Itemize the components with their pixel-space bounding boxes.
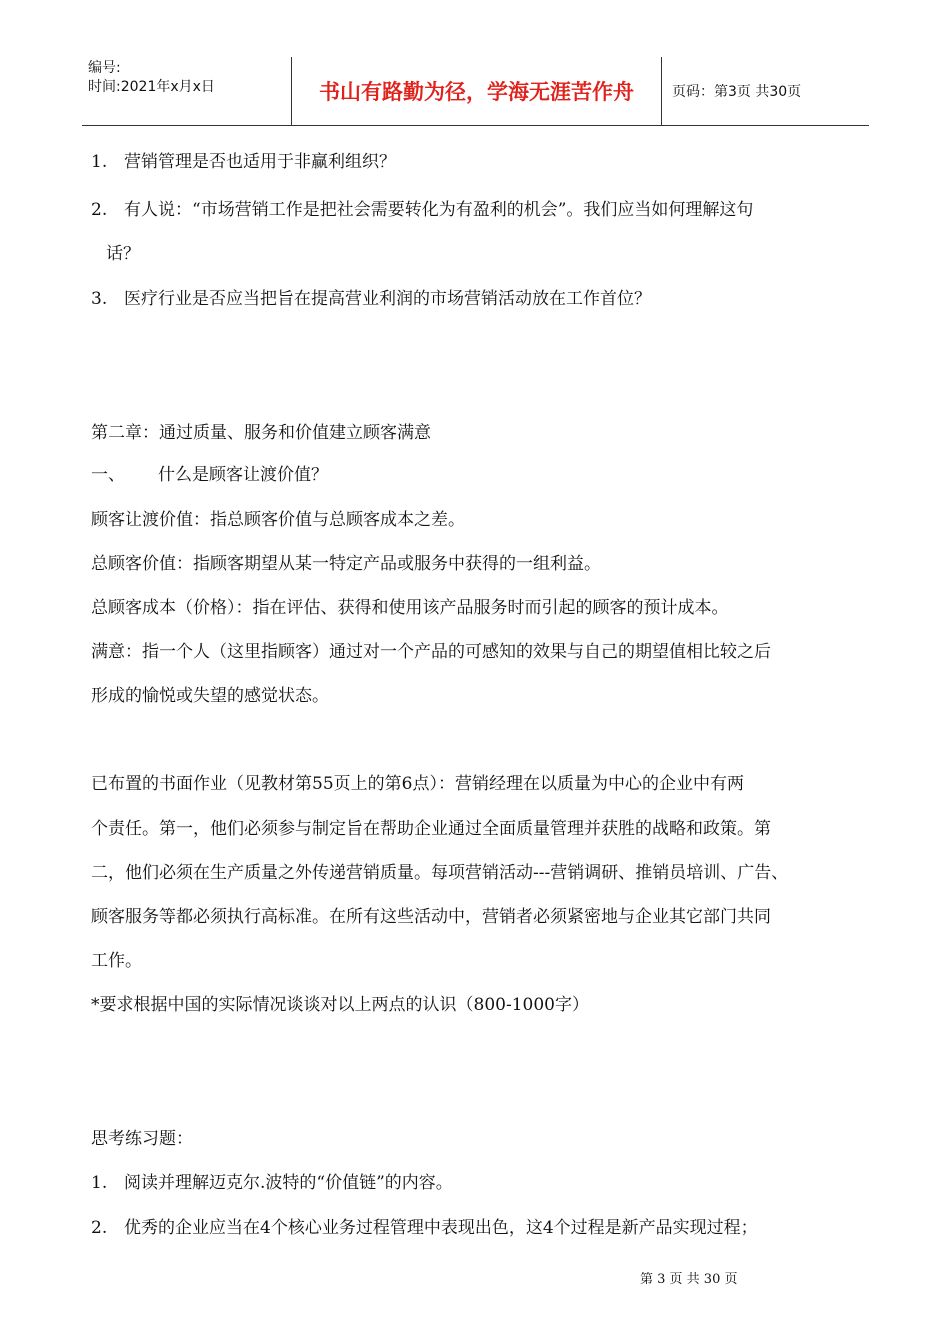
page-footer: 第 3 页 共 30 页 [640, 1272, 738, 1287]
definition-line: 总顾客价值：指顾客期望从某一特定产品或服务中获得的一组利益。 [91, 554, 601, 574]
definition-line: 形成的愉悦或失望的感觉状态。 [91, 686, 329, 706]
assignment-line: 个责任。第一，他们必须参与制定旨在帮助企业通过全面质量管理并获胜的战略和政策。第 [91, 819, 771, 839]
assignment-line: 工作。 [91, 951, 142, 971]
page-header [82, 57, 869, 126]
header-motto: 书山有路勤为径，学海无涯苦作舟 [291, 57, 662, 125]
exercise-number: 1. [91, 1173, 108, 1193]
question-number: 1. [91, 152, 108, 172]
question-text: 营销管理是否也适用于非赢利组织？ [124, 152, 396, 172]
document-time-label: 时间:2021年x月x日 [88, 79, 215, 95]
chapter-title: 第二章：通过质量、服务和价值建立顾客满意 [91, 423, 431, 443]
question-continuation: 话？ [106, 244, 140, 264]
question-item [91, 195, 753, 220]
document-number-label: 编号: [88, 60, 121, 76]
header-page-label: 页码：第3页 共30页 [672, 84, 802, 100]
section-heading [91, 460, 328, 485]
section-number: 一、 [91, 465, 125, 485]
assignment-line: 二，他们必须在生产质量之外传递营销质量。每项营销活动---营销调研、推销员培训、广告、 [91, 863, 789, 883]
question-item [91, 284, 651, 309]
assignment-line: 已布置的书面作业（见教材第55页上的第6点）：营销经理在以质量为中心的企业中有两 [91, 774, 744, 794]
exercise-item [91, 1213, 758, 1238]
question-number: 2. [91, 200, 108, 220]
question-text: 医疗行业是否应当把旨在提高营业利润的市场营销活动放在工作首位？ [124, 289, 651, 309]
definition-line: 总顾客成本（价格）：指在评估、获得和使用该产品服务时而引起的顾客的预计成本。 [91, 598, 729, 618]
requirement-note: *要求根据中国的实际情况谈谈对以上两点的认识（800-1000字） [91, 995, 589, 1015]
question-text: 有人说：“市场营销工作是把社会需要转化为有盈利的机会”。我们应当如何理解这句 [124, 200, 754, 220]
exercise-text: 阅读并理解迈克尔.波特的“价值链”的内容。 [124, 1173, 453, 1193]
exercise-number: 2. [91, 1218, 108, 1238]
definition-line: 顾客让渡价值：指总顾客价值与总顾客成本之差。 [91, 510, 465, 530]
question-item [91, 147, 396, 172]
exercise-text: 优秀的企业应当在4个核心业务过程管理中表现出色，这4个过程是新产品实现过程； [124, 1218, 758, 1238]
exercise-item [91, 1168, 453, 1193]
exercises-title: 思考练习题： [91, 1129, 193, 1149]
header-meta [82, 57, 291, 125]
section-title: 什么是顾客让渡价值？ [158, 465, 328, 485]
definition-line: 满意：指一个人（这里指顾客）通过对一个产品的可感知的效果与自己的期望值相比较之后 [91, 642, 771, 662]
assignment-line: 顾客服务等都必须执行高标准。在所有这些活动中，营销者必须紧密地与企业其它部门共同 [91, 907, 771, 927]
question-number: 3. [91, 289, 108, 309]
